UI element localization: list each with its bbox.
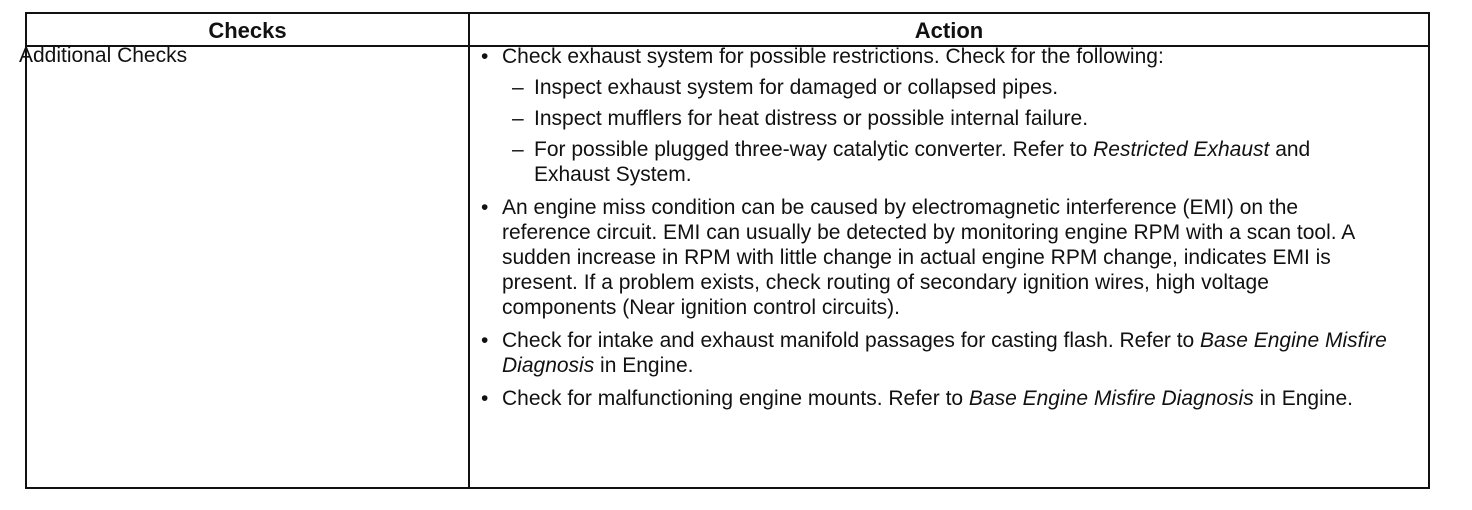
list-item [478,386,1388,411]
action-text: in Engine. [1253,387,1353,410]
reference-link-text: Restricted Exhaust [1093,138,1270,161]
action-cell [478,44,1388,419]
action-text: Check for intake and exhaust manifold passages for casting flash. Refer to [502,329,1201,352]
sub-action-text: Inspect exhaust system for damaged or collapsed pipes. [534,76,1059,99]
sub-action-text: and Exhaust System. [534,138,1311,186]
sub-list-item [502,106,1388,131]
action-text: in Engine. [594,354,694,377]
reference-link-text: Base Engine Misfire Diagnosis [502,329,1387,377]
table-header-row [27,14,1428,47]
action-column-header: Action [914,18,984,43]
reference-link-text: Base Engine Misfire Diagnosis [968,387,1254,410]
sub-action-text: For possible plugged three-way catalytic converter. Refer to [534,138,1094,161]
bullet-icon: • [481,45,489,68]
dash-icon: – [512,138,524,161]
dash-icon: – [512,107,524,130]
list-item [478,328,1388,378]
column-divider [468,14,470,487]
action-text: An engine miss condition can be caused by electromagnetic interference (EMI) on the reference circuit. EMI can usually be detected by monitoring engine RPM with a scan tool. A sudden increase in RPM with little change in actual engine RPM change, indicates EMI is present. If a problem exists, check routing of secondary ignition wires, high voltage components (Near ignition control circuits). [502,196,1355,319]
action-text: Check exhaust system for possible restrictions. Check for the following: [502,45,1164,68]
action-text: Check for malfunctioning engine mounts. Refer to [502,387,969,410]
list-item [478,44,1388,187]
sub-action-text: Inspect mufflers for heat distress or possible internal failure. [534,107,1089,130]
bullet-icon: • [481,329,489,352]
sub-list-item [502,75,1388,100]
bullet-icon: • [481,196,489,219]
check-cell: Additional Checks [19,44,188,67]
sub-list-item [502,137,1388,187]
list-item [478,195,1388,320]
bullet-icon: • [481,387,489,410]
dash-icon: – [512,76,524,99]
checks-column-header: Checks [208,18,287,43]
action-list [478,44,1388,411]
sub-list [502,75,1388,187]
